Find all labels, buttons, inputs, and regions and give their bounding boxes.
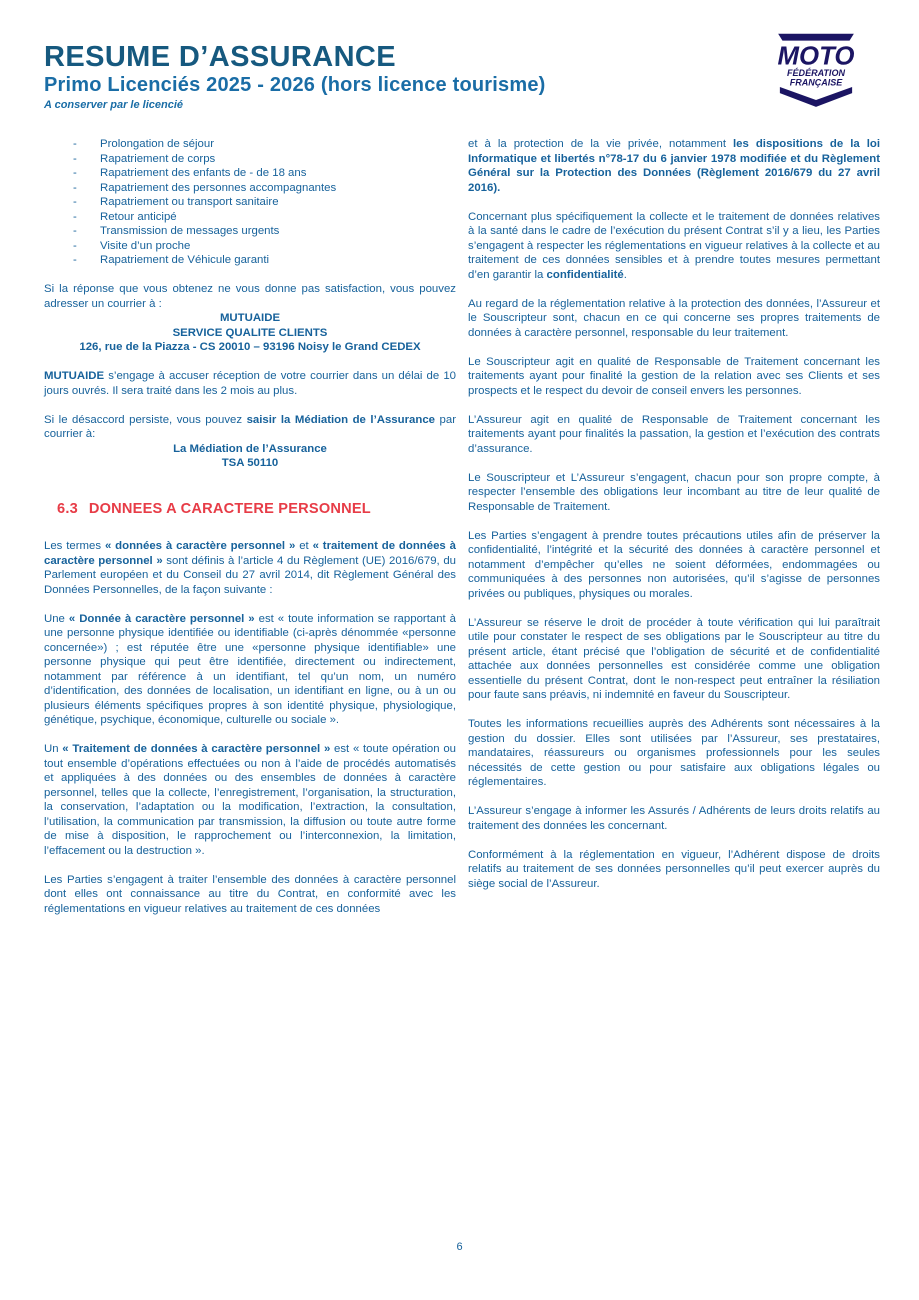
paragraph-termes: Les termes « données à caractère personnel » et « traitement de données à caractère personnel » sont définis à l’article 4 du Règlement (UE) 2016/679, du Parlement européen et du Conseil du 27 avril 2014, dit Règlement Général des Données Personnelles, de la façon suivante : — [44, 540, 456, 596]
list-item-label: Retour anticipé — [100, 210, 177, 223]
dash-bullet: - — [73, 181, 77, 194]
logo-line2: FRANÇAISE — [789, 77, 843, 88]
paragraph: et à la protection de la vie privée, notamment les dispositions de la loi Informatique et libertés n°78-17 du 6 janvier 1978 modifiée et du Règlement Général sur la Protection des Données (Règlement 2016/679 du 27 avril 2016). — [468, 138, 880, 194]
list-item — [44, 253, 456, 268]
left-column — [44, 137, 456, 916]
document-header — [44, 42, 744, 111]
list-item-label: Rapatriement de corps — [100, 152, 216, 165]
list-item — [44, 239, 456, 254]
paragraph-engagement: MUTUAIDE s’engage à accuser réception de votre courrier dans un délai de 10 jours ouvrés. Il sera traité dans les 2 mois au plus. — [44, 370, 456, 397]
paragraph: Le Souscripteur et L’Assureur s’engagent, chacun pour son propre compte, à respecter l’ensemble des obligations leur incombant au titre de leur qualité de Responsable de Traitement. — [468, 471, 880, 513]
list-item-label: Rapatriement des enfants de - de 18 ans — [100, 167, 307, 179]
address-line: MUTUAIDE — [219, 312, 281, 324]
list-item — [44, 181, 456, 196]
paragraph: Concernant plus spécifiquement la collecte et le traitement de données relatives à la santé dans le cadre de l’exécution du présent Contrat s’il y a lieu, les Parties s’engagent à respecter les réglementations en vigueur relatives à la collecte et au traitement de ces données sensibles et à prendre toutes mesures permettant d’en garantir la confidentialité. — [468, 210, 880, 281]
dash-bullet: - — [73, 210, 77, 223]
list-item — [44, 224, 456, 239]
list-item — [44, 152, 456, 167]
dash-bullet: - — [73, 196, 77, 208]
paragraph: Au regard de la réglementation relative à la protection des données, l’Assureur et le Souscripteur sont, chacun en ce qui concerne ses propres traitements de données à caractère personnel, responsable du leur traitement. — [468, 297, 880, 339]
section-number: 6.3 — [57, 500, 78, 517]
address-line: SERVICE QUALITE CLIENTS — [172, 326, 328, 339]
dash-bullet: - — [73, 225, 77, 237]
section-heading-donnees-personnelles — [44, 502, 456, 517]
right-column — [468, 137, 880, 891]
list-item-label: Rapatriement des personnes accompagnantes — [100, 181, 337, 194]
ffm-moto-logo-icon — [773, 30, 859, 108]
list-item — [44, 195, 456, 210]
dash-bullet: - — [73, 167, 77, 179]
paragraph: L’Assureur s’engage à informer les Assurés / Adhérents de leurs droits relatifs au traitement des données les concernant. — [468, 805, 880, 832]
ffm-moto-logo — [773, 30, 859, 108]
logo-line1: FÉDÉRATION — [787, 67, 845, 78]
paragraph: Conformément à la réglementation en vigueur, l’Adhérent dispose de droits relatifs au traitement de ses données personnelles qu’il peut exercer auprès du siège social de l’Assureur. — [468, 848, 880, 890]
keep-note: A conserver par le licencié — [44, 99, 183, 112]
paragraph: L’Assureur agit en qualité de Responsable de Traitement concernant les traitements ayant pour finalités la passation, la gestion et l’exécution des contrats d’assurance. — [468, 413, 880, 455]
paragraph-traitement-definition: Un « Traitement de données à caractère personnel » est « toute opération ou tout ensemble d’opérations effectuées ou non à l’aide de procédés automatisés et appliquées à des données ou des ensembles de données à caractère personnel, telles que la collecte, l’enregistrement, l’organisation, la structuration, la conservation, l’adaptation ou la modification, l’extraction, la consultation, l’utilisation, la communication par transmission, la diffusion ou toute autre forme de mise à disposition, le rapprochement ou l’interconnexion, la limitation, l’effacement ou la destruction ». — [44, 743, 456, 857]
mutuaide-address-block — [44, 311, 456, 355]
dash-bullet: - — [73, 152, 77, 165]
paragraph: Les Parties s’engagent à prendre toutes précautions utiles afin de préserver la confidentialité, l’intégrité et la sécurité des données à caractère personnel et notamment d’empêcher qu’elles ne soient déformées, endommagées ou communiquées à des personnes non autorisées, qu’il s’agisse de personnes privées ou publiques, physiques ou morales. — [468, 529, 880, 600]
list-item-label: Rapatriement ou transport sanitaire — [100, 196, 279, 208]
dash-bullet: - — [73, 254, 77, 266]
mediation-address-block — [44, 442, 456, 471]
paragraph-desaccord: Si le désaccord persiste, vous pouvez saisir la Médiation de l’Assurance par courrier à: — [44, 413, 456, 440]
paragraph-satisfaction: Si la réponse que vous obtenez ne vous donne pas satisfaction, vous pouvez adresser un courrier à : — [44, 283, 456, 310]
list-item — [44, 166, 456, 181]
paragraph: L’Assureur se réserve le droit de procéder à toute vérification qui lui paraîtrait utile pour constater le respect de ses obligations par le Souscripteur au titre du présent article, étant précisé que l’obligation de sécurité et de confidentialité attachée aux données personnelles est considérée comme une obligation essentielle du présent Contrat, dont le non-respect peut entraîner la résiliation pour faute sans préavis, ni indemnité en faveur du Souscripteur. — [468, 616, 880, 701]
list-item-label: Visite d’un proche — [100, 239, 191, 252]
paragraph-parties: Les Parties s’engagent à traiter l’ensemble des données à caractère personnel dont elles ont connaissance au titre du Contrat, en conformité avec les réglementations en vigueur relatives au traitement de ces données — [44, 873, 456, 915]
address-line: La Médiation de l’Assurance — [173, 442, 327, 455]
dash-bullet: - — [73, 239, 77, 252]
list-item — [44, 210, 456, 225]
list-item-label: Rapatriement de Véhicule garanti — [100, 254, 270, 266]
address-line: 126, rue de la Piazza - CS 20010 – 93196 Noisy le Grand CEDEX — [79, 341, 421, 353]
list-item-label: Prolongation de séjour — [100, 138, 214, 150]
section-title: DONNEES A CARACTERE PERSONNEL — [88, 500, 371, 517]
address-line: TSA 50110 — [221, 457, 279, 469]
dash-bullet: - — [73, 138, 77, 150]
page-title: RESUME D’ASSURANCE — [44, 41, 397, 73]
list-item-label: Transmission de messages urgents — [100, 225, 280, 237]
page-subtitle: Primo Licenciés 2025 - 2026 (hors licence tourisme) — [44, 74, 546, 97]
list-item — [44, 137, 456, 152]
guarantee-list — [44, 137, 456, 268]
paragraph-donnee-definition: Une « Donnée à caractère personnel » est « toute information se rapportant à une personne physique identifiée ou identifiable (ci-après dénommée «personne concernée») ; est réputée être une «personne physique identifiable» une personne physique qui peut être identifiée, directement ou indirectement, notamment par référence à un identifiant, tel qu’un nom, un numéro d’identification, des données de localisation, un identifiant en ligne, ou à un ou plusieurs éléments spécifiques propres à son identité physique, physiologique, génétique, psychique, économique, culturelle ou sociale ». — [44, 612, 457, 726]
paragraph: Le Souscripteur agit en qualité de Responsable de Traitement concernant les traitements ayant pour finalité la gestion de la relation avec ses Clients et ses prospects et le respect du devoir de conseil envers les personnes. — [468, 355, 880, 397]
logo-word: MOTO — [777, 42, 855, 71]
page-number: 6 — [456, 1241, 463, 1253]
paragraph: Toutes les informations recueillies auprès des Adhérents sont nécessaires à la gestion du dossier. Elles sont utilisées par l’Assureur, ses prestataires, mandataires, réassureurs ou organismes professionnels pour les seules nécessités de cette gestion ou pour satisfaire aux obligations légales ou réglementaires. — [468, 718, 880, 788]
